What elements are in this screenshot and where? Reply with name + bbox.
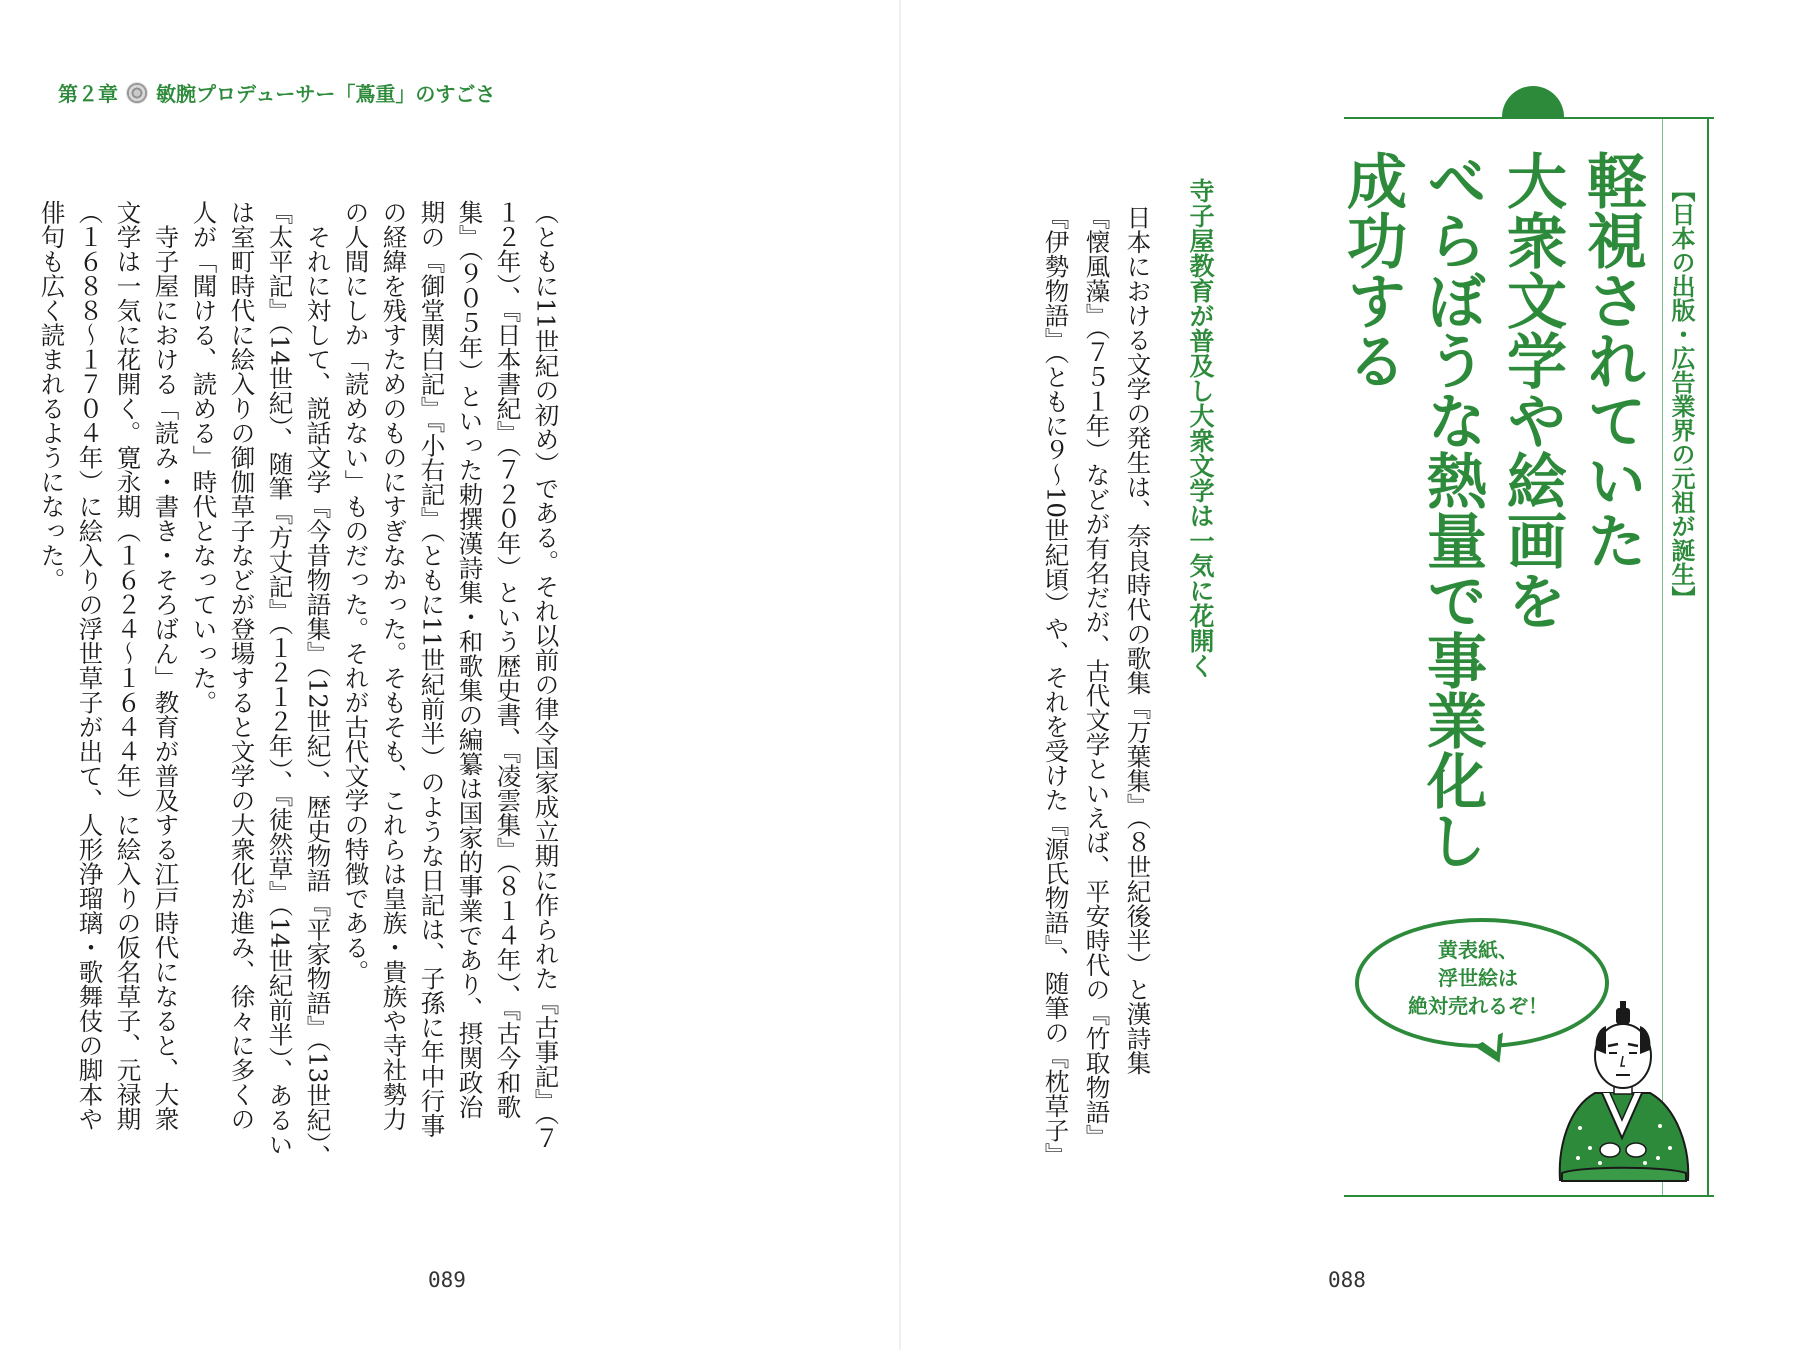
page-title-line: 軽視されていた [1577, 150, 1647, 570]
page-title-line: 大衆文学や絵画を [1497, 150, 1567, 630]
page-gutter [899, 0, 901, 1350]
section-label: 【日本の出版・広告業界の元祖が誕生】 [1667, 178, 1695, 610]
page-title-line: べらぼうな熱量で事業化し [1417, 150, 1487, 870]
rose-ornament-icon [126, 82, 148, 104]
body-column: （ともに11世紀の初め）である。それ以前の律令国家成立期に作られた『古事記』（７ [531, 200, 561, 1150]
page-number: 089 [428, 1268, 466, 1292]
title-panel-tab [1502, 86, 1564, 117]
body-column: それに対して、説話文学『今昔物語集』（12世紀）、歴史物語『平家物語』（13世紀）、 [303, 200, 333, 1169]
chapter-title: 敏腕プロデューサー「蔦重」のすごさ [156, 82, 496, 106]
body-column: 期の『御堂関白記』『小右記』（ともに11世紀前半）のような日記は、子孫に年中行事 [417, 200, 447, 1138]
page-number: 088 [1328, 1268, 1366, 1292]
body-column: 日本における文学の発生は、奈良時代の歌集『万葉集』（８世紀後半）と漢詩集 [1123, 205, 1153, 1075]
body-column: 寺子屋における「読み・書き・そろばん」教育が普及する江戸時代になると、大衆 [151, 200, 181, 1131]
title-panel-outer-rule [1707, 119, 1709, 1195]
body-column: 俳句も広く読まれるようになった。 [37, 200, 67, 592]
chapter-number: 第２章 [58, 82, 118, 106]
body-column: 人が「聞ける、読める」時代となっていった。 [189, 200, 219, 715]
body-column: の経緯を残すためのものにすぎなかった。そもそも、これらは皇族・貴族や寺社勢力 [379, 200, 409, 1131]
tsutaju-illustration [1540, 998, 1705, 1183]
body-column: （１６８８〜１７０４年）に絵入りの浮世草子が出て、人形浄瑠璃・歌舞伎の脚本や [75, 200, 105, 1131]
body-column: 『伊勢物語』（ともに９〜10世紀頃）や、それを受けた『源氏物語』、随筆の『枕草子』 [1041, 205, 1071, 1168]
speech-bubble-text: 黄表紙、 浮世絵は 絶対売れるぞ！ [1408, 938, 1548, 1018]
title-panel-top-rule [1344, 117, 1714, 119]
running-header [58, 78, 495, 107]
body-column: １２年）、『日本書紀』（７２０年）という歴史書、『凌雲集』（８１４年）、『古今和歌 [493, 200, 523, 1119]
body-column: の人間にしか「読めない」ものだった。それが古代文学の特徴である。 [341, 200, 371, 984]
body-column: 『太平記』（14世紀）、随筆『方丈記』（１２１２年）、『徒然草』（14世紀前半）、あるい [265, 200, 295, 1157]
body-column: は室町時代に絵入りの御伽草子などが登場すると文学の大衆化が進み、徐々に多くの [227, 200, 257, 1131]
body-column: 文学は一気に花開く。寛永期（１６２４〜１６４４年）に絵入りの仮名草子、元禄期 [113, 200, 143, 1131]
body-column: 『懐風藻』（７５１年）などが有名だが、古代文学といえば、平安時代の『竹取物語』 [1082, 205, 1112, 1149]
title-panel-bottom-rule [1344, 1195, 1714, 1197]
page-title-line: 成功する [1337, 150, 1407, 390]
body-column: 集』（９０５年）といった勅撰漢詩集・和歌集の編纂は国家的事業であり、摂関政治 [455, 200, 485, 1119]
section-subheading: 寺子屋教育が普及し大衆文学は一気に花開く [1186, 178, 1215, 678]
